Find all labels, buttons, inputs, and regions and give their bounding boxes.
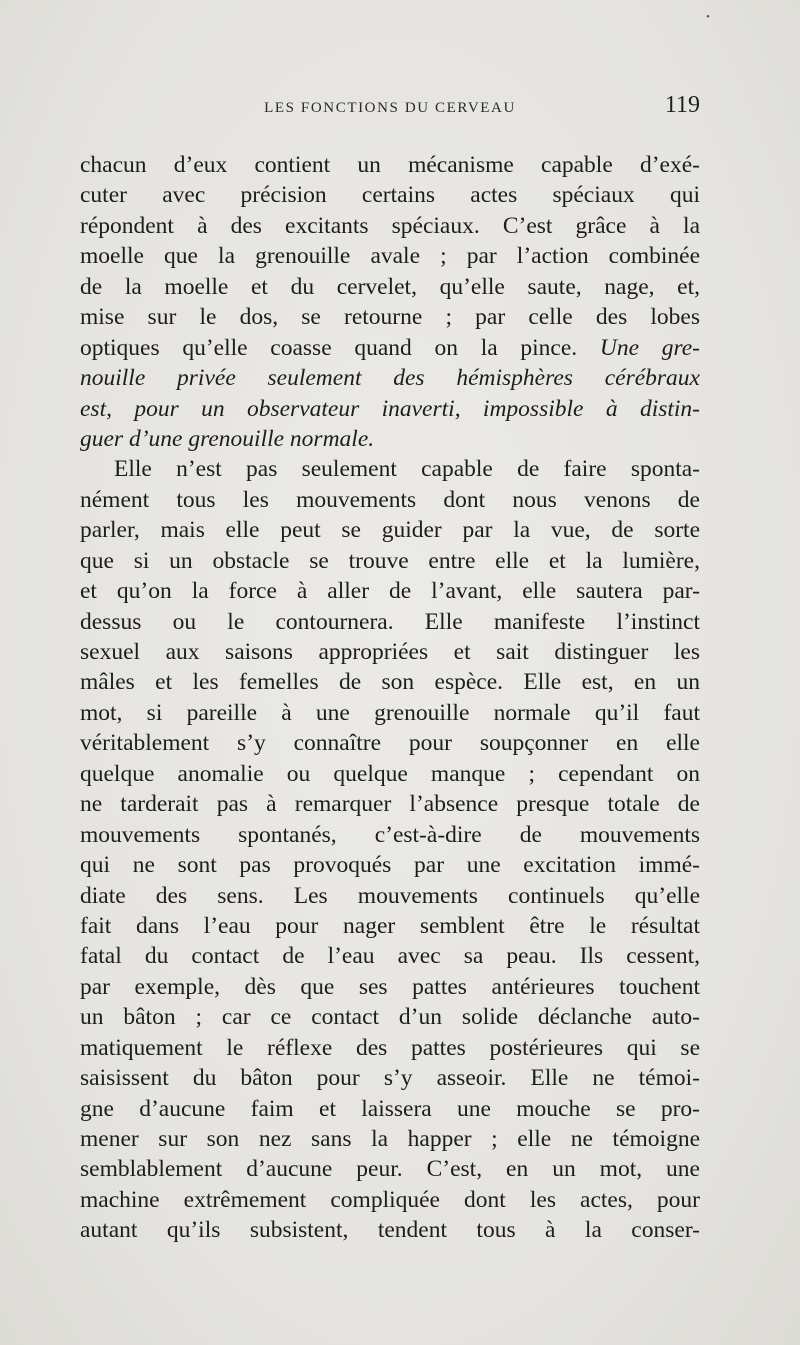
- text-line-roman: semblablement d’aucune peur. C’est, en un mot, une: [80, 1156, 700, 1183]
- text-line: [80, 759, 700, 789]
- text-line: [80, 911, 700, 941]
- text-line-roman: moelle que la grenouille avale ; par l’action combinée: [80, 243, 700, 270]
- text-line-roman: cuter avec précision certains actes spéciaux qui: [80, 182, 700, 209]
- text-line: [80, 1094, 700, 1124]
- text-line-italic: est, pour un observateur inaverti, impossible à distin-: [80, 395, 700, 422]
- text-line: [80, 850, 700, 880]
- text-line: [80, 454, 700, 484]
- text-line: [80, 272, 700, 302]
- text-line: [80, 363, 700, 393]
- text-line: [80, 211, 700, 241]
- text-line-roman: Elle n’est pas seulement capable de faire sponta-: [114, 456, 700, 483]
- text-line: [80, 333, 700, 363]
- text-line-roman: sexuel aux saisons appropriées et sait distinguer les: [80, 639, 700, 665]
- text-line: [80, 150, 700, 180]
- text-line-roman: chacun d’eux contient un mécanisme capable d’exé-: [80, 152, 700, 178]
- text-line-roman: machine extrêmement compliquée dont les actes, pour: [80, 1186, 700, 1213]
- text-line: [80, 637, 700, 667]
- text-line: [80, 1063, 700, 1093]
- text-line: [80, 1215, 700, 1245]
- text-line-roman: quelque anomalie ou quelque manque ; cependant on: [80, 760, 700, 787]
- text-line-roman: de la moelle et du cervelet, qu’elle saute, nage, et,: [80, 273, 700, 300]
- text-line-roman: parler, mais elle peut se guider par la vue, de sorte: [80, 517, 700, 544]
- text-line-roman: diate des sens. Les mouvements continuels qu’elle: [80, 882, 700, 909]
- text-line-roman: fatal du contact de l’eau avec sa peau. Ils cessent,: [80, 943, 700, 970]
- text-line-roman: fait dans l’eau pour nager semblent être le résultat: [80, 912, 700, 939]
- text-line: [80, 941, 700, 971]
- text-line-roman: répondent à des excitants spéciaux. C’est grâce à la: [80, 212, 700, 239]
- text-line: [80, 1033, 700, 1063]
- text-line-roman: véritablement s’y connaître pour soupçonner en elle: [80, 730, 700, 757]
- text-line: [80, 1185, 700, 1215]
- text-line: [80, 728, 700, 758]
- text-line: [80, 820, 700, 850]
- text-line: [80, 972, 700, 1002]
- text-line-roman: optiques qu’elle coasse quand on la pince.: [80, 334, 578, 361]
- text-line-roman: gne d’aucune faim et laissera une mouche se pro-: [80, 1095, 700, 1122]
- text-line: [80, 546, 700, 576]
- text-line: [80, 515, 700, 545]
- text-line: [80, 241, 700, 271]
- text-line-roman: mener sur son nez sans la happer ; elle ne témoigne: [80, 1126, 700, 1152]
- text-line-roman: mise sur le dos, se retourne ; par celle des lobes: [80, 304, 700, 331]
- text-line: [80, 302, 700, 332]
- text-line: [80, 1154, 700, 1184]
- text-line-roman: ne tarderait pas à remarquer l’absence presque totale de: [80, 791, 700, 818]
- text-line: [80, 667, 700, 697]
- text-line: [80, 424, 700, 454]
- text-line-roman: dessus ou le contournera. Elle manifeste l’instinct: [80, 608, 700, 635]
- page-number: 119: [664, 92, 700, 118]
- text-line-roman: autant qu’ils subsistent, tendent tous à la conser-: [80, 1217, 700, 1244]
- text-line: [80, 485, 700, 515]
- text-line-roman: par exemple, dès que ses pattes antérieures touchent: [80, 973, 700, 1000]
- text-line-roman: mâles et les femelles de son espèce. Elle est, en un: [80, 669, 700, 696]
- text-line: [80, 881, 700, 911]
- text-line-roman: mot, si pareille à une grenouille normale qu’il faut: [80, 699, 700, 726]
- text-line: [80, 1124, 700, 1154]
- text-line-roman: nément tous les mouvements dont nous venons de: [80, 486, 700, 513]
- running-title: LES FONCTIONS DU CERVEAU: [264, 100, 516, 116]
- text-line-italic: guer d’une grenouille normale.: [80, 425, 375, 452]
- body-text: [80, 150, 700, 1246]
- text-line: [80, 576, 700, 606]
- margin-dot: •: [706, 11, 710, 23]
- text-line-roman: un bâton ; car ce contact d’un solide déclanche auto-: [80, 1004, 700, 1031]
- text-line: [80, 698, 700, 728]
- text-line: [80, 789, 700, 819]
- text-line-roman: saisissent du bâton pour s’y asseoir. Elle ne témoi-: [80, 1065, 700, 1092]
- page-header: [80, 92, 700, 122]
- text-line-roman: que si un obstacle se trouve entre elle et la lumière,: [80, 547, 700, 574]
- text-line-italic: Une gre-: [599, 334, 700, 361]
- text-line: [80, 607, 700, 637]
- text-line-roman: mouvements spontanés, c’est-à-dire de mouvements: [80, 821, 700, 848]
- text-line: [80, 180, 700, 210]
- text-line-roman: qui ne sont pas provoqués par une excitation immé-: [80, 852, 700, 879]
- text-line: [80, 1002, 700, 1032]
- text-line: [80, 394, 700, 424]
- text-line-italic: nouille privée seulement des hémisphères cérébraux: [80, 365, 700, 392]
- text-line-roman: matiquement le réflexe des pattes postérieures qui se: [80, 1034, 700, 1061]
- text-line-roman: et qu’on la force à aller de l’avant, elle sautera par-: [80, 578, 700, 605]
